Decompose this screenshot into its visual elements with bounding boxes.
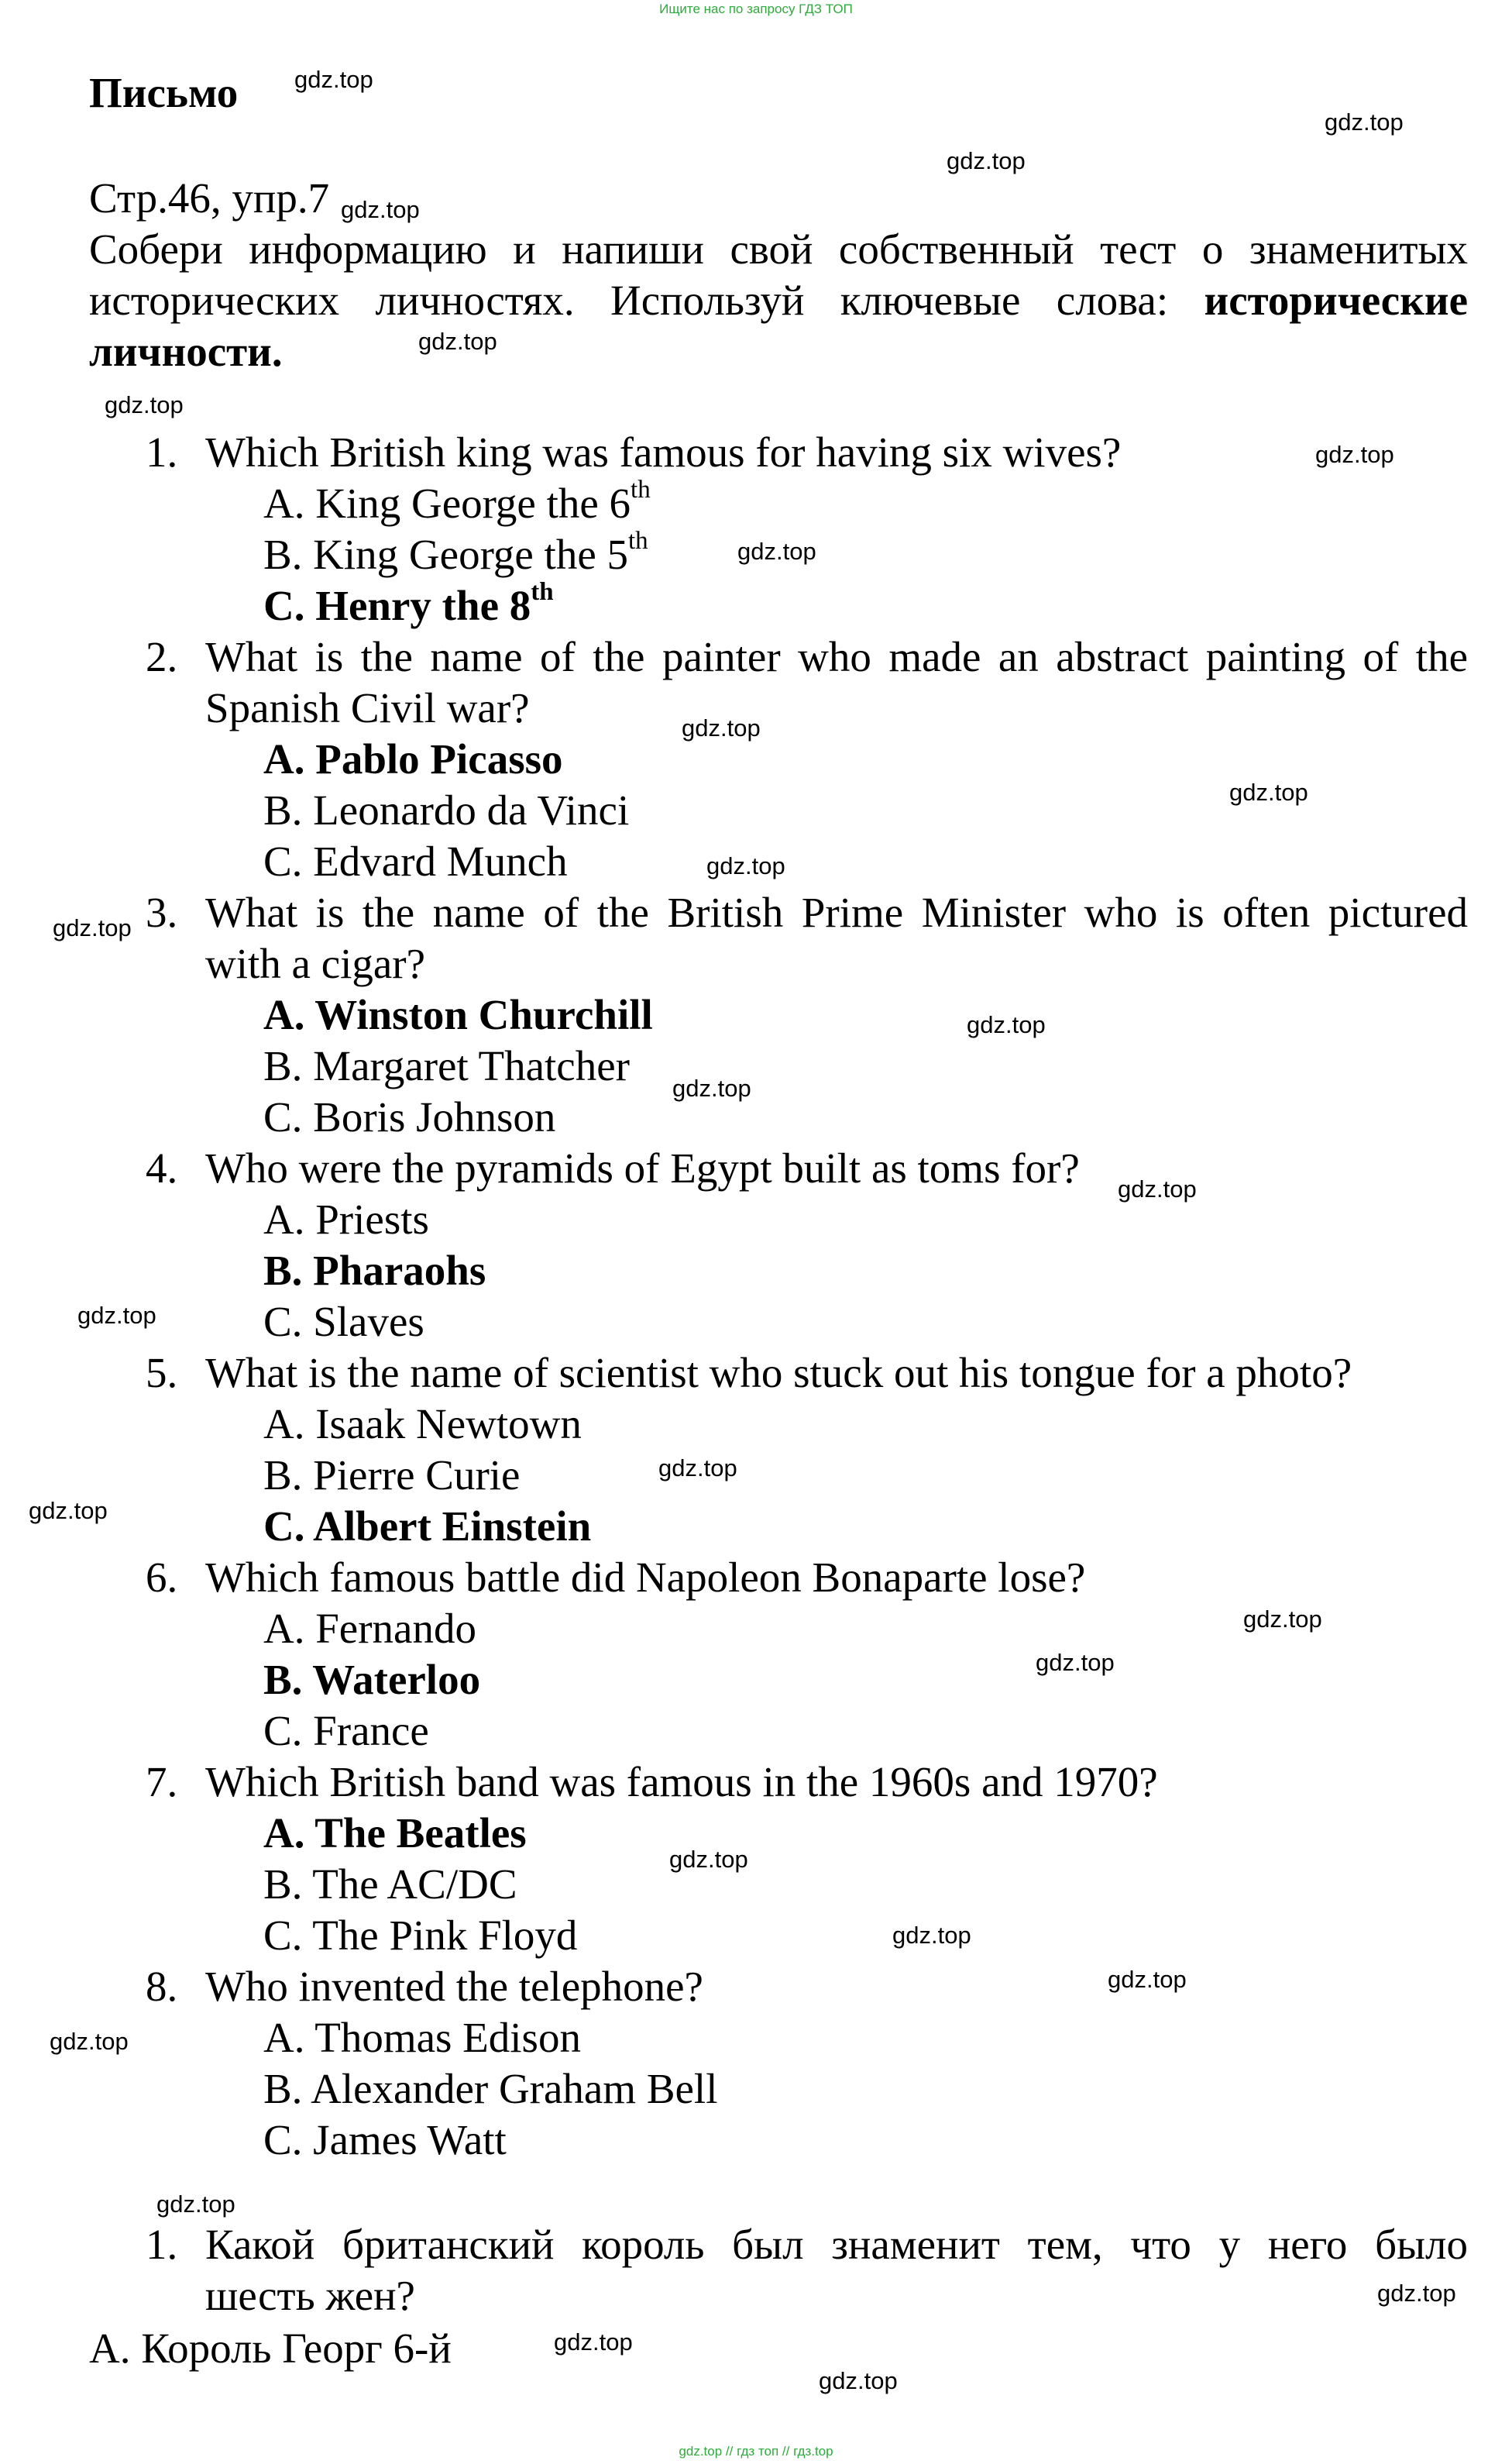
task-keyword-1: исторические bbox=[1204, 277, 1469, 324]
watermark: gdz.top bbox=[669, 1846, 748, 1873]
watermark: gdz.top bbox=[682, 714, 761, 742]
task-keyword-2: личности. bbox=[89, 328, 283, 375]
task-line-1: Собери информацию и напиши свой собственный тест о знаменитых bbox=[89, 225, 1468, 273]
question-8-number: 8. bbox=[146, 1963, 178, 2010]
question-5-text: What is the name of scientist who stuck out his tongue for a photo? bbox=[205, 1349, 1352, 1396]
question-7-option-a-correct: A. The Beatles bbox=[263, 1809, 527, 1857]
watermark: gdz.top bbox=[418, 328, 497, 355]
watermark: gdz.top bbox=[77, 1302, 156, 1329]
question-8-text: Who invented the telephone? bbox=[205, 1963, 703, 2010]
question-8-option-b: B. Alexander Graham Bell bbox=[263, 2065, 718, 2112]
question-1-option-c-correct: C. Henry the 8th bbox=[263, 578, 554, 629]
question-5-number: 5. bbox=[146, 1349, 178, 1396]
question-6-option-b-correct: B. Waterloo bbox=[263, 1656, 481, 1703]
question-1-text: Which British king was famous for having six wives? bbox=[205, 428, 1122, 476]
translation-line-2: шесть жен? bbox=[205, 2272, 415, 2319]
question-1-option-b: B. King George the 5th bbox=[263, 527, 648, 578]
question-2-option-a-correct: A. Pablo Picasso bbox=[263, 735, 563, 783]
question-7-option-b: B. The AC/DC bbox=[263, 1860, 517, 1908]
translation-line-1: Какой британский король был знаменит тем, что у него было bbox=[205, 2221, 1468, 2268]
question-4-text: Who were the pyramids of Egypt built as toms for? bbox=[205, 1144, 1080, 1192]
exercise-reference: Стр.46, упр.7 bbox=[89, 174, 330, 222]
question-7-option-c: C. The Pink Floyd bbox=[263, 1912, 578, 1959]
watermark: gdz.top bbox=[706, 852, 785, 879]
watermark: gdz.top bbox=[819, 2367, 898, 2394]
question-7-text: Which British band was famous in the 1960s and 1970? bbox=[205, 1758, 1158, 1805]
question-3-number: 3. bbox=[146, 889, 178, 936]
watermark: gdz.top bbox=[50, 2028, 129, 2055]
question-6-option-c: C. France bbox=[263, 1707, 429, 1754]
watermark: gdz.top bbox=[1377, 2280, 1456, 2307]
question-7-number: 7. bbox=[146, 1758, 178, 1805]
question-3-text-line-2: with a cigar? bbox=[205, 940, 426, 987]
question-2-option-b: B. Leonardo da Vinci bbox=[263, 786, 630, 834]
watermark: gdz.top bbox=[1118, 1175, 1197, 1203]
watermark: gdz.top bbox=[947, 147, 1026, 174]
watermark: gdz.top bbox=[53, 914, 132, 941]
watermark: gdz.top bbox=[672, 1075, 751, 1102]
question-2-number: 2. bbox=[146, 633, 178, 680]
question-2-text-line-2: Spanish Civil war? bbox=[205, 684, 530, 731]
question-6-option-a: A. Fernando bbox=[263, 1605, 476, 1652]
watermark: gdz.top bbox=[737, 538, 816, 565]
question-4-option-b-correct: B. Pharaohs bbox=[263, 1247, 486, 1294]
question-4-number: 4. bbox=[146, 1144, 178, 1192]
question-5-option-b: B. Pierre Curie bbox=[263, 1451, 521, 1499]
task-line-2-plain: исторических личностях. Используй ключевые слова: bbox=[89, 277, 1169, 324]
task-line-2 bbox=[89, 274, 1468, 326]
question-2-text-line-1: What is the name of the painter who made an abstract painting of the bbox=[205, 633, 1468, 680]
watermark: gdz.top bbox=[1108, 1966, 1187, 1993]
question-5-option-a: A. Isaak Newtown bbox=[263, 1400, 582, 1447]
watermark: gdz.top bbox=[156, 2190, 235, 2218]
watermark: gdz.top bbox=[29, 1497, 108, 1524]
question-2-option-c: C. Edvard Munch bbox=[263, 838, 568, 885]
question-4-option-a: A. Priests bbox=[263, 1196, 429, 1243]
watermark: gdz.top bbox=[1315, 441, 1394, 468]
question-5-option-c-correct: C. Albert Einstein bbox=[263, 1502, 592, 1550]
watermark: gdz.top bbox=[105, 391, 184, 418]
question-3-option-b: B. Margaret Thatcher bbox=[263, 1042, 630, 1089]
question-1-option-a: A. King George the 6th bbox=[263, 476, 651, 527]
watermark: gdz.top bbox=[1243, 1605, 1322, 1633]
watermark: gdz.top bbox=[294, 66, 373, 93]
watermark: gdz.top bbox=[658, 1454, 737, 1481]
question-1-number: 1. bbox=[146, 428, 178, 476]
watermark: gdz.top bbox=[892, 1922, 971, 1949]
translation-number: 1. bbox=[146, 2221, 178, 2268]
question-8-option-a: A. Thomas Edison bbox=[263, 2014, 581, 2061]
watermark: gdz.top bbox=[341, 196, 420, 223]
question-6-number: 6. bbox=[146, 1554, 178, 1601]
watermark: gdz.top bbox=[554, 2328, 633, 2356]
question-8-option-c: C. James Watt bbox=[263, 2116, 507, 2163]
question-3-option-c: C. Boris Johnson bbox=[263, 1093, 556, 1141]
question-3-text-line-1: What is the name of the British Prime Minister who is often pictured bbox=[205, 889, 1468, 936]
watermark: gdz.top bbox=[967, 1011, 1046, 1038]
bottom-banner: gdz.top // гдз топ // гдз.top bbox=[679, 2444, 833, 2459]
page-title: Письмо bbox=[89, 69, 239, 116]
translation-answer: А. Король Георг 6-й bbox=[89, 2325, 452, 2372]
question-4-option-c: C. Slaves bbox=[263, 1298, 424, 1345]
watermark: gdz.top bbox=[1036, 1649, 1115, 1676]
watermark: gdz.top bbox=[1325, 108, 1404, 136]
question-6-text: Which famous battle did Napoleon Bonaparte lose? bbox=[205, 1554, 1086, 1601]
watermark: gdz.top bbox=[1229, 779, 1308, 806]
top-banner: Ищите нас по запросу ГДЗ ТОП bbox=[659, 2, 853, 16]
question-3-option-a-correct: A. Winston Churchill bbox=[263, 991, 653, 1038]
